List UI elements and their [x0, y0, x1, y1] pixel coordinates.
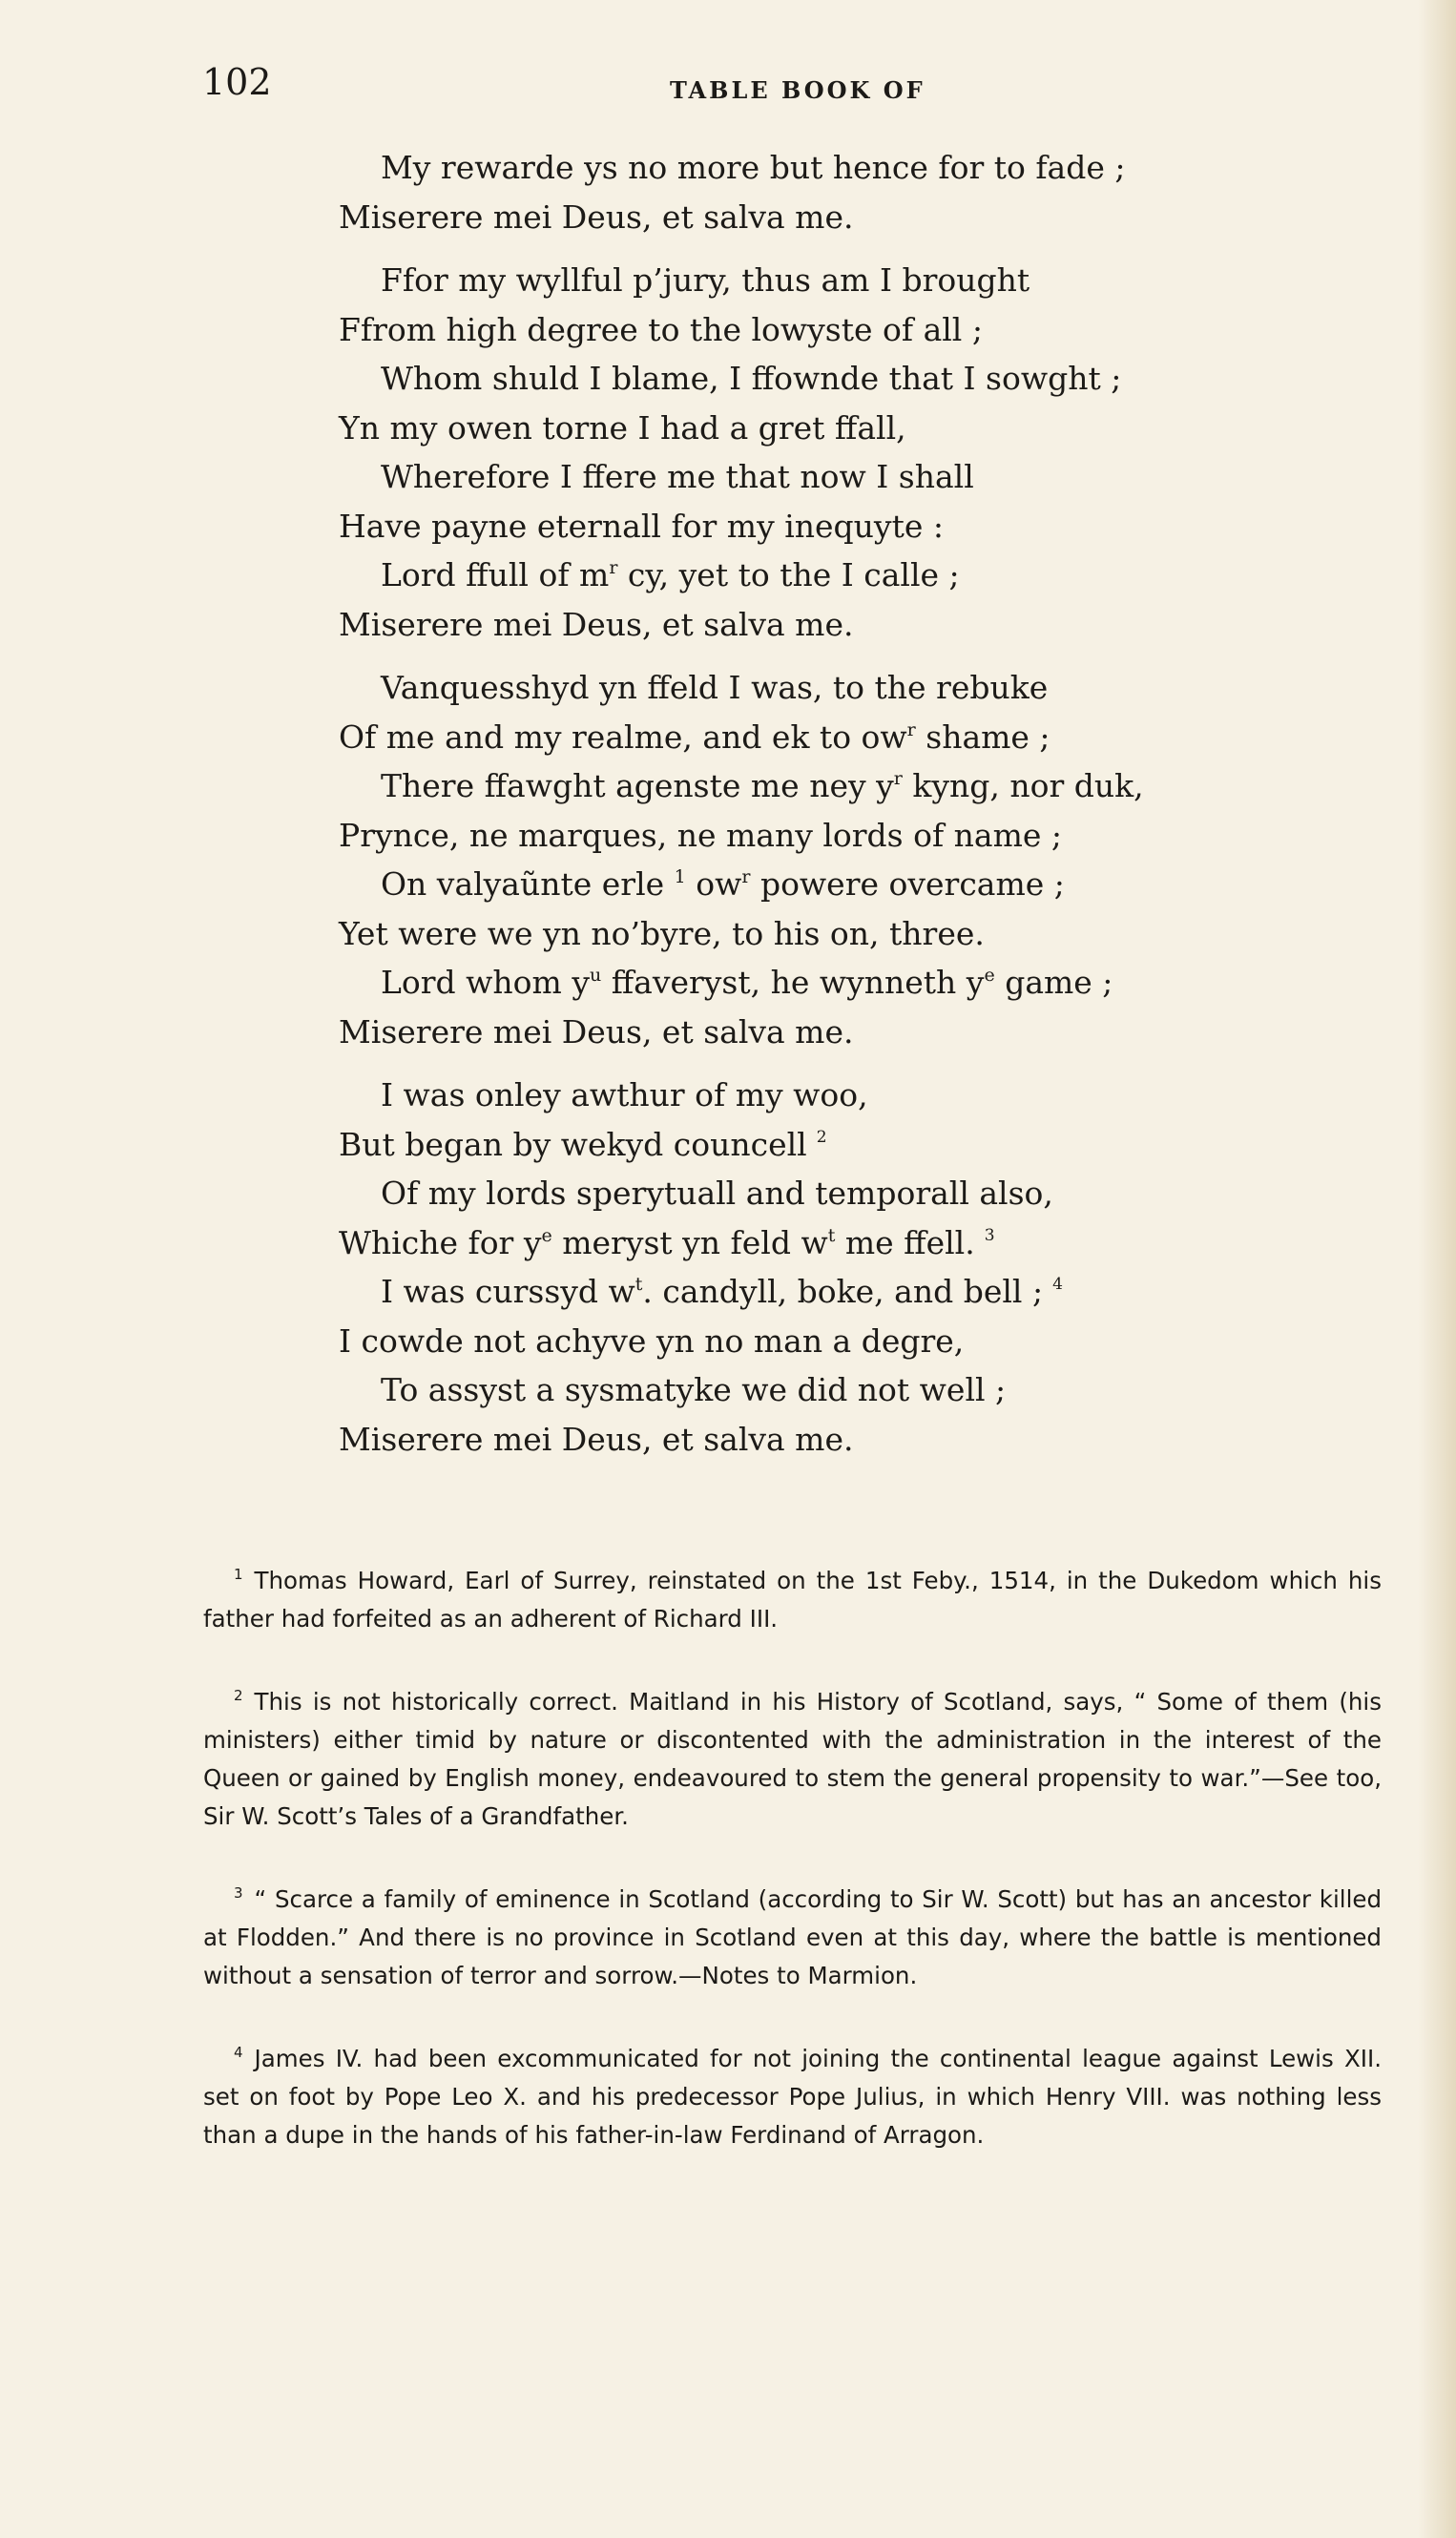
refrain-line: Miserere mei Deus, et salva me.	[339, 605, 854, 643]
superscript: r	[893, 768, 903, 789]
footnotes	[203, 1538, 1382, 2199]
stanza-1	[339, 143, 1293, 241]
line-text: ow	[685, 865, 742, 903]
poem	[339, 143, 1293, 1478]
superscript: u	[589, 965, 602, 986]
footnote-ref: 2	[816, 1127, 827, 1147]
poem-line	[339, 860, 1293, 909]
poem-line: Wherefore I ffere me that now I shall	[381, 458, 974, 495]
footnote-2	[203, 1683, 1382, 1836]
footnote-mark: 3	[234, 1883, 243, 1902]
line-text: ffaveryst, he wynneth y	[601, 964, 985, 1001]
poem-line: Ffrom high degree to the lowyste of all ;	[339, 310, 983, 348]
line-text: On valyaũnte erle	[381, 865, 675, 903]
stanza-3	[339, 663, 1293, 1056]
footnote-ref: 4	[1052, 1275, 1063, 1294]
footnote-3	[203, 1881, 1382, 1995]
poem-line: Have payne eternall for my inequyte :	[339, 507, 944, 545]
footnote-4	[203, 2040, 1382, 2154]
footnote-mark: 1	[234, 1565, 243, 1583]
superscript: r	[906, 718, 916, 740]
poem-line: Vanquesshyd yn ffeld I was, to the rebuke	[381, 669, 1049, 706]
line-text: game ;	[994, 964, 1113, 1001]
stanza-4	[339, 1071, 1293, 1464]
footnote-ref: 3	[984, 1225, 995, 1245]
line-text: But began by wekyd councell	[339, 1125, 807, 1163]
line-text: . candyll, boke, and bell ;	[642, 1273, 1044, 1310]
running-title: TABLE BOOK OF	[670, 76, 926, 104]
line-text: powere overcame ;	[750, 865, 1065, 903]
poem-line: Yet were we yn no’byre, to his on, three.	[339, 914, 985, 952]
poem-line	[339, 551, 1293, 600]
line-text: shame ;	[915, 718, 1050, 756]
poem-line	[339, 958, 1293, 1008]
line-text: kyng, nor duk,	[902, 767, 1144, 804]
poem-line: Whom shuld I blame, I ffownde that I sowght ;	[381, 360, 1122, 397]
line-text: Lord whom y	[381, 964, 590, 1001]
superscript: t	[634, 1274, 643, 1295]
line-text: cy, yet to the I calle ;	[617, 556, 960, 593]
refrain-line: Miserere mei Deus, et salva me.	[339, 1012, 854, 1051]
poem-line: I cowde not achyve yn no man a degre,	[339, 1321, 965, 1360]
footnote-text: “ Scarce a family of eminence in Scotland (according to Sir W. Scott) but has an ancestor killed at Flodden.” And there is no province in Scotland even at this day, where the battle is mentioned without a sensation of terror and sorrow.—Notes to Marmion.	[203, 1884, 1382, 1989]
footnote-mark: 4	[234, 2043, 243, 2061]
superscript: t	[827, 1224, 836, 1246]
line-text: There ffawght agenste me ney y	[381, 767, 894, 804]
poem-line	[339, 713, 1293, 762]
refrain-line: Miserere mei Deus, et salva me.	[339, 198, 854, 236]
footnote-text: Thomas Howard, Earl of Surrey, reinstated on the 1st Feby., 1514, in the Dukedom which his father had forfeited as an adherent of Richard III.	[203, 1566, 1382, 1633]
refrain-line: Miserere mei Deus, et salva me.	[339, 1420, 854, 1458]
line-text: Of me and my realme, and ek to ow	[339, 718, 907, 756]
footnote-ref: 1	[674, 866, 686, 887]
poem-line	[339, 1218, 1293, 1268]
superscript: e	[984, 965, 995, 986]
poem-line	[339, 761, 1293, 811]
footnote-text: James IV. had been excommunicated for not joining the continental league against Lewis XII. set on foot by Pope Leo X. and his predecessor Pope Julius, in which Henry VIII. was nothing less than a dupe in the hands of his father-in-law Ferdinand of Arragon.	[203, 2044, 1382, 2149]
poem-line: Ffor my wyllful p’jury, thus am I brought	[381, 261, 1030, 299]
superscript: r	[741, 866, 751, 887]
footnote-text: This is not historically correct. Maitland in his History of Scotland, says, “ Some of them (his ministers) either timid by nature or discontented with the administration in the interest of the Queen or gained by English money, endeavoured to stem the general propensity to war.”—See too, Sir W. Scott’s Tales of a Grandfather.	[203, 1687, 1382, 1830]
stanza-2	[339, 256, 1293, 649]
page-number: 102	[202, 61, 272, 103]
poem-line	[339, 1267, 1293, 1317]
poem-line: Yn my owen torne I had a gret ffall,	[339, 408, 906, 447]
page-header	[202, 61, 1252, 118]
poem-line: To assyst a sysmatyke we did not well ;	[381, 1371, 1007, 1408]
footnote-1	[203, 1562, 1382, 1638]
footnote-mark: 2	[234, 1686, 243, 1704]
line-text: me ffell.	[835, 1223, 975, 1261]
superscript: r	[609, 557, 618, 578]
line-text: I was curssyd w	[381, 1273, 635, 1310]
page-edge-shadow	[1418, 0, 1456, 2538]
poem-line: Prynce, ne marques, ne many lords of name ;	[339, 816, 1063, 854]
line-text: meryst yn feld w	[551, 1223, 828, 1261]
line-text: Whiche for y	[339, 1223, 542, 1261]
line-text: Lord ffull of m	[381, 556, 610, 593]
poem-line: I was onley awthur of my woo,	[381, 1076, 868, 1113]
poem-line: My rewarde ys no more but hence for to fade ;	[381, 149, 1126, 186]
poem-line	[339, 1120, 1293, 1170]
superscript: e	[541, 1224, 552, 1246]
poem-line: Of my lords sperytuall and temporall also,	[381, 1175, 1053, 1212]
